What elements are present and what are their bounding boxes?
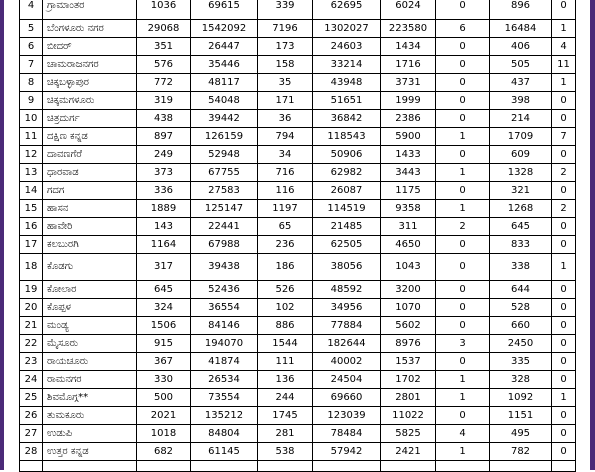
value-cell: 682 — [137, 443, 191, 461]
value-cell: 0 — [552, 146, 576, 164]
value-cell: 0 — [436, 0, 490, 20]
district-name-cell: ಕೋಲಾರ — [43, 281, 137, 299]
serial-cell: 13 — [20, 164, 43, 182]
value-cell: 35446 — [191, 56, 258, 74]
value-cell: 794 — [258, 128, 313, 146]
table-row — [20, 254, 576, 281]
table-row — [20, 317, 576, 335]
value-cell: 495 — [490, 425, 552, 443]
page-left-border — [0, 0, 4, 470]
table-row — [20, 92, 576, 110]
serial-cell: 11 — [20, 128, 43, 146]
value-cell: 0 — [436, 407, 490, 425]
district-name-cell: ದಕ್ಷಿಣ ಕನ್ನಡ — [43, 128, 137, 146]
serial-cell: 17 — [20, 236, 43, 254]
value-cell: 8976 — [381, 335, 436, 353]
value-cell: 782 — [490, 443, 552, 461]
district-stats-table — [19, 0, 576, 472]
value-cell: 4 — [552, 38, 576, 56]
value-cell: 48117 — [191, 74, 258, 92]
value-cell: 526 — [258, 281, 313, 299]
value-cell: 1 — [552, 20, 576, 38]
value-cell: 1328 — [490, 164, 552, 182]
value-cell: 319 — [137, 92, 191, 110]
value-cell: 1302027 — [313, 20, 381, 38]
value-cell: 194070 — [191, 335, 258, 353]
serial-cell: 22 — [20, 335, 43, 353]
value-cell: 1197 — [258, 200, 313, 218]
value-cell: 69615 — [191, 0, 258, 20]
value-cell: 67755 — [191, 164, 258, 182]
value-cell: 1434 — [381, 38, 436, 56]
district-name-cell: ಉತ್ತರ ಕನ್ನಡ — [43, 443, 137, 461]
value-cell: 1 — [552, 389, 576, 407]
value-cell: 62505 — [313, 236, 381, 254]
value-cell: 438 — [137, 110, 191, 128]
serial-cell: 19 — [20, 281, 43, 299]
value-cell: 0 — [552, 443, 576, 461]
value-cell: 2450 — [490, 335, 552, 353]
district-name-cell: ಚಿಕ್ಕಬಳ್ಳಾಪುರ — [43, 74, 137, 92]
value-cell: 833 — [490, 236, 552, 254]
value-cell: 1036 — [137, 0, 191, 20]
value-cell: 43948 — [313, 74, 381, 92]
serial-cell: 5 — [20, 20, 43, 38]
value-cell: 136 — [258, 371, 313, 389]
value-cell: 67988 — [191, 236, 258, 254]
value-cell: 3200 — [381, 281, 436, 299]
value-cell: 1151 — [490, 407, 552, 425]
value-cell: 1 — [436, 164, 490, 182]
value-cell: 328 — [490, 371, 552, 389]
value-cell: 660 — [490, 317, 552, 335]
value-cell: 2 — [436, 218, 490, 236]
serial-cell: 4 — [20, 0, 43, 20]
value-cell: 114519 — [313, 200, 381, 218]
value-cell: 716 — [258, 164, 313, 182]
serial-cell: 12 — [20, 146, 43, 164]
serial-cell: 25 — [20, 389, 43, 407]
value-cell: 0 — [552, 92, 576, 110]
district-name-cell: ಕೊಡಗು — [43, 254, 137, 281]
value-cell: 22441 — [191, 218, 258, 236]
value-cell: 324 — [137, 299, 191, 317]
value-cell: 0 — [552, 182, 576, 200]
serial-cell: 27 — [20, 425, 43, 443]
value-cell: 16484 — [490, 20, 552, 38]
value-cell: 111 — [258, 353, 313, 371]
value-cell: 1164 — [137, 236, 191, 254]
serial-cell: 6 — [20, 38, 43, 56]
value-cell: 0 — [436, 56, 490, 74]
serial-cell: 7 — [20, 56, 43, 74]
value-cell: 26534 — [191, 371, 258, 389]
value-cell: 0 — [552, 407, 576, 425]
value-cell: 126159 — [191, 128, 258, 146]
serial-cell: 9 — [20, 92, 43, 110]
value-cell: 645 — [137, 281, 191, 299]
district-name-cell: ಚಿಕ್ಕಮಗಳೂರು — [43, 92, 137, 110]
value-cell: 1709 — [490, 128, 552, 146]
value-cell: 2021 — [137, 407, 191, 425]
value-cell: 1 — [436, 128, 490, 146]
serial-cell: 16 — [20, 218, 43, 236]
value-cell: 1175 — [381, 182, 436, 200]
table-row — [20, 371, 576, 389]
serial-cell: 26 — [20, 407, 43, 425]
value-cell: 3731 — [381, 74, 436, 92]
value-cell: 1043 — [381, 254, 436, 281]
value-cell: 78484 — [313, 425, 381, 443]
value-cell: 39438 — [191, 254, 258, 281]
value-cell: 24603 — [313, 38, 381, 56]
value-cell: 5825 — [381, 425, 436, 443]
value-cell: 0 — [436, 146, 490, 164]
table-row — [20, 110, 576, 128]
value-cell: 1542092 — [191, 20, 258, 38]
table-row — [20, 128, 576, 146]
value-cell: 0 — [436, 74, 490, 92]
value-cell: 3443 — [381, 164, 436, 182]
value-cell: 0 — [552, 335, 576, 353]
value-cell: 505 — [490, 56, 552, 74]
value-cell: 0 — [552, 425, 576, 443]
value-cell: 26447 — [191, 38, 258, 56]
value-cell: 0 — [436, 236, 490, 254]
value-cell: 2386 — [381, 110, 436, 128]
value-cell: 36554 — [191, 299, 258, 317]
value-cell: 182644 — [313, 335, 381, 353]
value-cell: 0 — [552, 0, 576, 20]
value-cell: 500 — [137, 389, 191, 407]
value-cell: 214 — [490, 110, 552, 128]
value-cell: 1999 — [381, 92, 436, 110]
value-cell: 336 — [137, 182, 191, 200]
district-name-cell: ತುಮಕೂರು — [43, 407, 137, 425]
value-cell: 7196 — [258, 20, 313, 38]
value-cell: 244 — [258, 389, 313, 407]
district-name-cell: ಕಲಬುರಗಿ — [43, 236, 137, 254]
district-name-cell: ಚಿತ್ರದುರ್ಗ — [43, 110, 137, 128]
serial-cell: 8 — [20, 74, 43, 92]
value-cell: 29068 — [137, 20, 191, 38]
table-body — [20, 0, 576, 472]
value-cell: 11022 — [381, 407, 436, 425]
value-cell: 339 — [258, 0, 313, 20]
value-cell: 65 — [258, 218, 313, 236]
value-cell: 330 — [137, 371, 191, 389]
value-cell: 1537 — [381, 353, 436, 371]
value-cell: 0 — [436, 317, 490, 335]
district-name-cell: ಹಾವೇರಿ — [43, 218, 137, 236]
table-row — [20, 407, 576, 425]
value-cell: 0 — [552, 110, 576, 128]
value-cell: 69660 — [313, 389, 381, 407]
serial-cell: 18 — [20, 254, 43, 281]
value-cell: 1092 — [490, 389, 552, 407]
value-cell: 0 — [552, 236, 576, 254]
value-cell: 1433 — [381, 146, 436, 164]
value-cell: 36 — [258, 110, 313, 128]
value-cell: 1702 — [381, 371, 436, 389]
serial-cell: 15 — [20, 200, 43, 218]
value-cell: 886 — [258, 317, 313, 335]
district-name-cell: ಮೈಸೂರು — [43, 335, 137, 353]
value-cell: 1 — [552, 254, 576, 281]
value-cell: 406 — [490, 38, 552, 56]
value-cell: 84804 — [191, 425, 258, 443]
district-name-cell: ಮಂಡ್ಯ — [43, 317, 137, 335]
value-cell: 317 — [137, 254, 191, 281]
value-cell: 1 — [436, 389, 490, 407]
value-cell: 34 — [258, 146, 313, 164]
district-name-cell: ಚಾಮರಾಜನಗರ — [43, 56, 137, 74]
value-cell: 5602 — [381, 317, 436, 335]
value-cell: 61145 — [191, 443, 258, 461]
table-row — [20, 56, 576, 74]
serial-cell: 24 — [20, 371, 43, 389]
value-cell: 1 — [436, 371, 490, 389]
value-cell: 123039 — [313, 407, 381, 425]
value-cell: 0 — [552, 317, 576, 335]
table-row — [20, 182, 576, 200]
value-cell: 1070 — [381, 299, 436, 317]
value-cell: 116 — [258, 182, 313, 200]
value-cell: 39442 — [191, 110, 258, 128]
value-cell: 0 — [552, 218, 576, 236]
value-cell: 1268 — [490, 200, 552, 218]
value-cell: 281 — [258, 425, 313, 443]
value-cell: 915 — [137, 335, 191, 353]
district-name-cell: ಕೊಪ್ಪಳ — [43, 299, 137, 317]
table-row — [20, 335, 576, 353]
value-cell: 40002 — [313, 353, 381, 371]
value-cell: 351 — [137, 38, 191, 56]
value-cell: 398 — [490, 92, 552, 110]
value-cell: 338 — [490, 254, 552, 281]
value-cell: 528 — [490, 299, 552, 317]
value-cell: 2421 — [381, 443, 436, 461]
district-name-cell: ಉಡುಪಿ — [43, 425, 137, 443]
value-cell: 6024 — [381, 0, 436, 20]
value-cell: 6 — [436, 20, 490, 38]
value-cell: 118543 — [313, 128, 381, 146]
value-cell: 158 — [258, 56, 313, 74]
table-row — [20, 236, 576, 254]
district-name-cell: ಗದಗ — [43, 182, 137, 200]
value-cell: 335 — [490, 353, 552, 371]
value-cell: 0 — [436, 182, 490, 200]
value-cell: 5900 — [381, 128, 436, 146]
value-cell: 9358 — [381, 200, 436, 218]
value-cell: 0 — [552, 281, 576, 299]
serial-cell: 23 — [20, 353, 43, 371]
value-cell: 772 — [137, 74, 191, 92]
value-cell: 644 — [490, 281, 552, 299]
district-name-cell: ಹಾಸನ — [43, 200, 137, 218]
value-cell: 2 — [552, 164, 576, 182]
value-cell: 84146 — [191, 317, 258, 335]
table-row — [20, 281, 576, 299]
value-cell: 3 — [436, 335, 490, 353]
district-name-cell: ಧಾರವಾಡ — [43, 164, 137, 182]
value-cell: 173 — [258, 38, 313, 56]
district-name-cell: ರಾಯಚೂರು — [43, 353, 137, 371]
value-cell: 27583 — [191, 182, 258, 200]
value-cell: 0 — [552, 353, 576, 371]
value-cell: 2 — [552, 200, 576, 218]
value-cell: 36842 — [313, 110, 381, 128]
value-cell: 38056 — [313, 254, 381, 281]
value-cell: 143 — [137, 218, 191, 236]
district-name-cell: ಶಿವಮೊಗ್ಗ** — [43, 389, 137, 407]
value-cell: 0 — [436, 281, 490, 299]
table-row — [20, 146, 576, 164]
serial-cell: 20 — [20, 299, 43, 317]
value-cell: 41874 — [191, 353, 258, 371]
value-cell: 48592 — [313, 281, 381, 299]
value-cell: 135212 — [191, 407, 258, 425]
value-cell: 21485 — [313, 218, 381, 236]
value-cell: 223580 — [381, 20, 436, 38]
value-cell: 24504 — [313, 371, 381, 389]
value-cell: 33214 — [313, 56, 381, 74]
value-cell: 102 — [258, 299, 313, 317]
value-cell: 645 — [490, 218, 552, 236]
value-cell: 34956 — [313, 299, 381, 317]
district-name-cell: ಗ್ರಾಮಾಂತರ — [43, 0, 137, 20]
value-cell: 1745 — [258, 407, 313, 425]
value-cell: 51651 — [313, 92, 381, 110]
table-row — [20, 164, 576, 182]
value-cell: 73554 — [191, 389, 258, 407]
serial-cell: 21 — [20, 317, 43, 335]
value-cell: 1 — [436, 443, 490, 461]
value-cell: 1 — [436, 200, 490, 218]
value-cell: 367 — [137, 353, 191, 371]
table-row — [20, 425, 576, 443]
table-row — [20, 443, 576, 461]
value-cell: 54048 — [191, 92, 258, 110]
value-cell: 4650 — [381, 236, 436, 254]
table-row — [20, 353, 576, 371]
table-row — [20, 38, 576, 56]
page-right-border — [590, 0, 595, 470]
value-cell: 0 — [436, 254, 490, 281]
value-cell: 0 — [436, 38, 490, 56]
value-cell: 62982 — [313, 164, 381, 182]
value-cell: 77884 — [313, 317, 381, 335]
value-cell: 50906 — [313, 146, 381, 164]
value-cell: 52948 — [191, 146, 258, 164]
value-cell: 62695 — [313, 0, 381, 20]
table-row — [20, 20, 576, 38]
value-cell: 0 — [436, 299, 490, 317]
table-row — [20, 218, 576, 236]
value-cell: 321 — [490, 182, 552, 200]
value-cell: 7 — [552, 128, 576, 146]
district-name-cell: ರಾಮನಗರ — [43, 371, 137, 389]
value-cell: 311 — [381, 218, 436, 236]
value-cell: 125147 — [191, 200, 258, 218]
value-cell: 57942 — [313, 443, 381, 461]
serial-cell: 10 — [20, 110, 43, 128]
value-cell: 52436 — [191, 281, 258, 299]
value-cell: 35 — [258, 74, 313, 92]
value-cell: 0 — [436, 92, 490, 110]
value-cell: 1 — [552, 74, 576, 92]
district-name-cell: ಬೀದರ್ — [43, 38, 137, 56]
value-cell: 538 — [258, 443, 313, 461]
table-row — [20, 299, 576, 317]
district-name-cell: ದಾವಣಗೆರೆ — [43, 146, 137, 164]
value-cell: 11 — [552, 56, 576, 74]
value-cell: 897 — [137, 128, 191, 146]
value-cell: 0 — [436, 110, 490, 128]
value-cell: 437 — [490, 74, 552, 92]
value-cell: 896 — [490, 0, 552, 20]
value-cell: 2801 — [381, 389, 436, 407]
serial-cell: 28 — [20, 443, 43, 461]
table-row — [20, 200, 576, 218]
table-row — [20, 0, 576, 20]
value-cell: 26087 — [313, 182, 381, 200]
value-cell: 4 — [436, 425, 490, 443]
value-cell: 1716 — [381, 56, 436, 74]
value-cell: 373 — [137, 164, 191, 182]
value-cell: 249 — [137, 146, 191, 164]
table-row — [20, 74, 576, 92]
value-cell: 1544 — [258, 335, 313, 353]
serial-cell: 14 — [20, 182, 43, 200]
value-cell: 576 — [137, 56, 191, 74]
value-cell: 1889 — [137, 200, 191, 218]
district-name-cell: ಬೆಂಗಳೂರು ನಗರ — [43, 20, 137, 38]
table-row — [20, 389, 576, 407]
value-cell: 1018 — [137, 425, 191, 443]
value-cell: 609 — [490, 146, 552, 164]
value-cell: 0 — [436, 353, 490, 371]
value-cell: 0 — [552, 299, 576, 317]
value-cell: 236 — [258, 236, 313, 254]
value-cell: 1506 — [137, 317, 191, 335]
value-cell: 0 — [552, 371, 576, 389]
value-cell: 171 — [258, 92, 313, 110]
value-cell: 186 — [258, 254, 313, 281]
